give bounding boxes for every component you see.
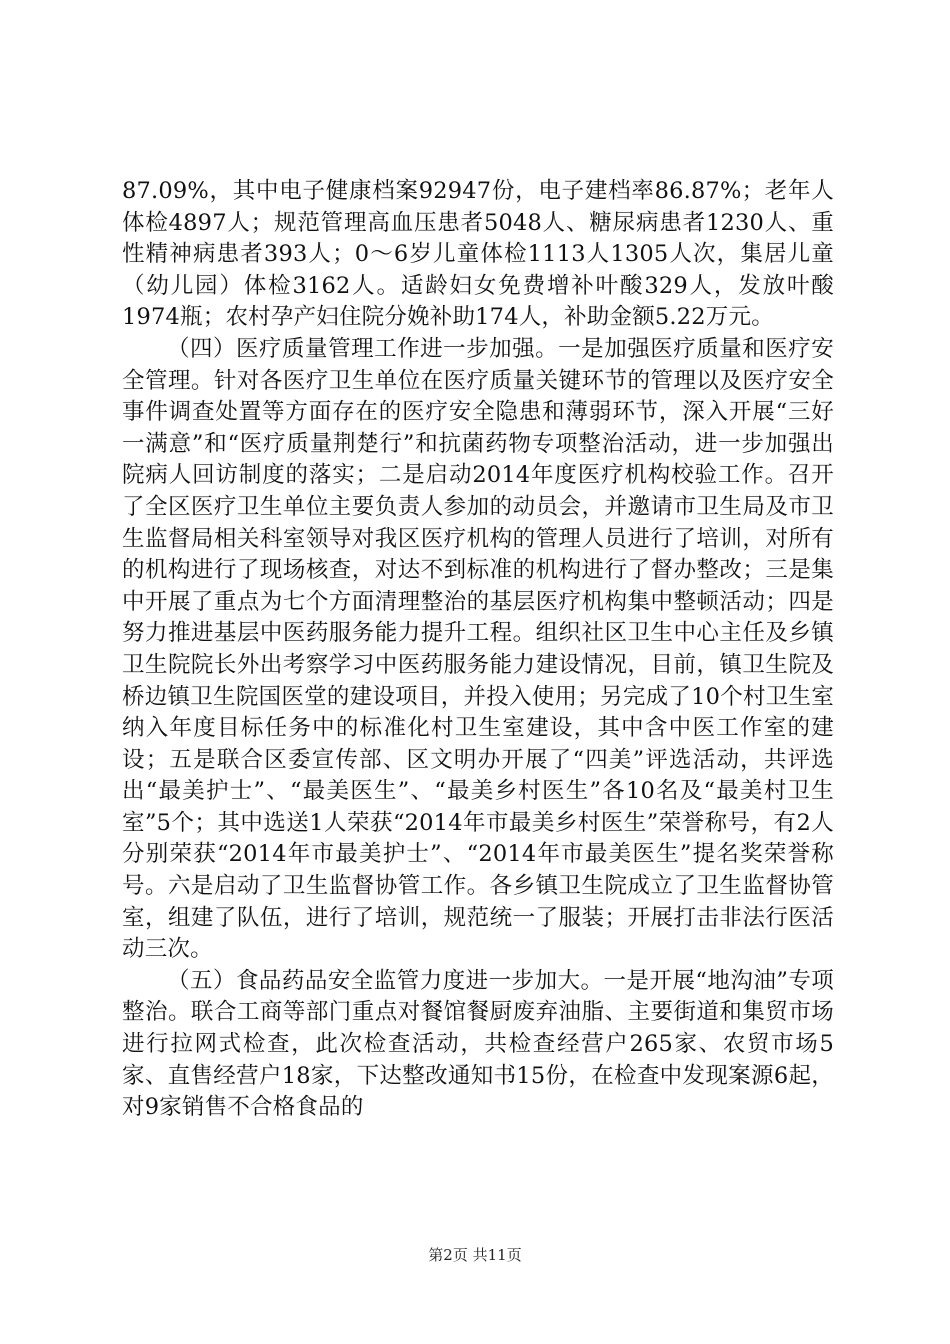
document-body: [122, 176, 834, 1124]
paragraph-3: （五）食品药品安全监管力度进一步加大。一是开展“地沟油”专项整治。联合工商等部门重点对餐馆餐厨废弃油脂、主要街道和集贸市场进行拉网式检查，此次检查活动，共检查经营户265家、农贸市场5家、直售经营户18家，下达整改通知书15份，在检查中发现案源6起，对9家销售不合格食品的: [122, 967, 834, 1121]
paragraph-2: （四）医疗质量管理工作进一步加强。一是加强医疗质量和医疗安全管理。针对各医疗卫生单位在医疗质量关键环节的管理以及医疗安全事件调查处置等方面存在的医疗安全隐患和薄弱环节，深入开展“三好一满意”和“医疗质量荆楚行”和抗菌药物专项整治活动，进一步加强出院病人回访制度的落实；二是启动2014年度医疗机构校验工作。召开了全区医疗卫生单位主要负责人参加的动员会，并邀请市卫生局及市卫生监督局相关科室领导对我区医疗机构的管理人员进行了培训，对所有的机构进行了现场核查，对达不到标准的机构进行了督办整改；三是集中开展了重点为七个方面清理整治的基层医疗机构集中整顿活动；四是努力推进基层中医药服务能力提升工程。组织社区卫生中心主任及乡镇卫生院院长外出考察学习中医药服务能力建设情况，目前，镇卫生院及桥边镇卫生院国医堂的建设项目，并投入使用；另完成了10个村卫生室纳入年度目标任务中的标准化村卫生室建设，其中含中医工作室的建设；五是联合区委宣传部、区文明办开展了“四美”评选活动，共评选出“最美护士”、“最美医生”、“最美乡村医生”各10名及“最美村卫生室”5个；其中选送1人荣获“2014年市最美乡村医生”荣誉称号，有2人分别荣获“2014年市最美护士”、“2014年市最美医生”提名奖荣誉称号。六是启动了卫生监督协管工作。各乡镇卫生院成立了卫生监督协管室，组建了队伍，进行了培训，规范统一了服装；开展打击非法行医活动三次。: [122, 335, 834, 963]
paragraph-1: 87.09%，其中电子健康档案92947份，电子建档率86.87%；老年人体检4897人；规范管理高血压患者5048人、糖尿病患者1230人、重性精神病患者393人；0～6岁儿童体检1113人1305人次，集居儿童（幼儿园）体检3162人。适龄妇女免费增补叶酸329人，发放叶酸1974瓶；农村孕产妇住院分娩补助174人，补助金额5.22万元。: [122, 178, 834, 331]
page-footer: 第2页 共11页: [428, 1246, 522, 1264]
